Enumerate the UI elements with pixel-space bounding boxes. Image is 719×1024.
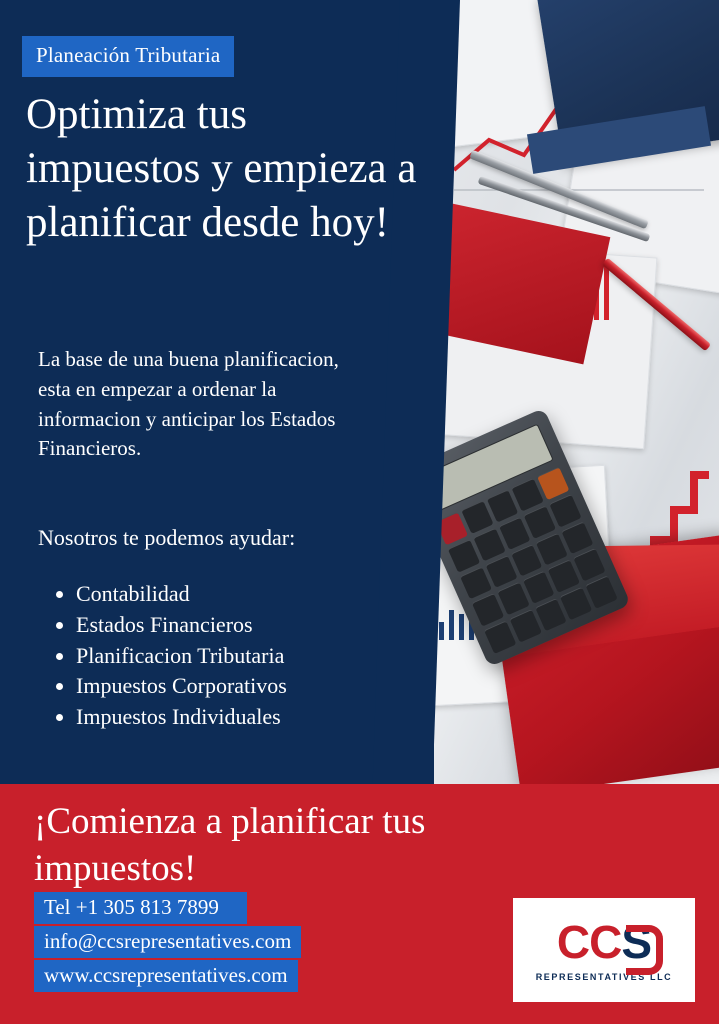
- contact-email[interactable]: info@ccsrepresentatives.com: [34, 926, 301, 958]
- list-item: • Impuestos Individuales: [76, 703, 287, 732]
- category-tag: Planeación Tributaria: [22, 36, 234, 77]
- logo-text-cc: CC: [556, 915, 622, 968]
- contact-website[interactable]: www.ccsrepresentatives.com: [34, 960, 298, 992]
- logo-text-s: S: [621, 915, 652, 968]
- body-paragraph: La base de una buena planificacion, esta en empezar a ordenar la informacion y anticipar los Estados Financieros.: [38, 347, 339, 461]
- logo-subtitle: REPRESENTATIVES LLC: [535, 971, 673, 982]
- logo-wordmark: [556, 915, 652, 968]
- list-item: • Estados Financieros: [76, 611, 287, 640]
- financial-desk-photo: [419, 0, 719, 790]
- services-list: [54, 580, 287, 734]
- contact-block: [34, 892, 301, 994]
- contact-phone[interactable]: Tel +1 305 813 7899: [34, 892, 247, 924]
- list-item: • Planificacion Tributaria: [76, 642, 287, 671]
- page-title: Optimiza tus impuestos y empieza a planificar desde hoy!: [26, 91, 417, 247]
- footer-headline: ¡Comienza a planificar tus impuestos!: [34, 801, 426, 890]
- list-item: • Contabilidad: [76, 580, 287, 609]
- services-subheading: Nosotros te podemos ayudar:: [38, 525, 296, 550]
- company-logo: [513, 898, 695, 1002]
- logo-swoosh-icon: [626, 925, 663, 975]
- footer-band: [0, 784, 719, 1024]
- list-item: • Impuestos Corporativos: [76, 672, 287, 701]
